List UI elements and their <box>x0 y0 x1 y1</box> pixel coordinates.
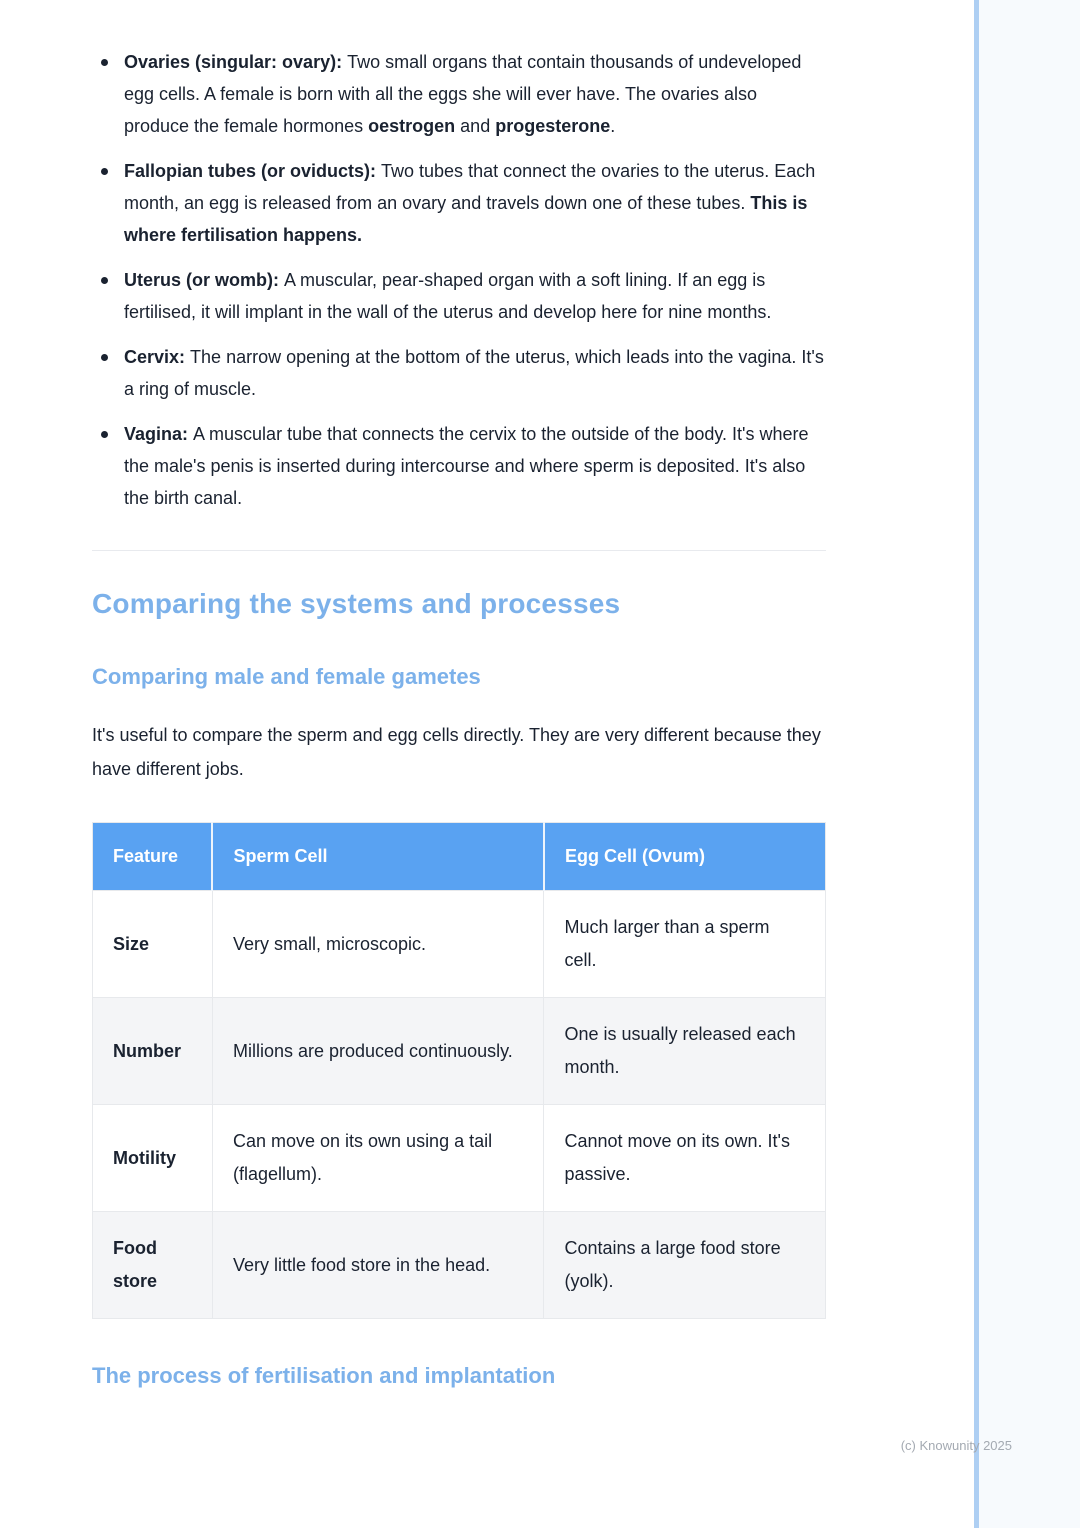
term-text: Two tubes that connect the ovaries to the uterus. Each month, an egg is released from an ovary and travels down one of these tubes. <box>124 161 816 213</box>
term-text: The narrow opening at the bottom of the uterus, which leads into the vagina. It's a ring of muscle. <box>124 347 824 399</box>
column-header-feature: Feature <box>93 823 213 891</box>
term-text: . <box>610 116 616 136</box>
cell-egg: Contains a large food store (yolk). <box>544 1212 826 1319</box>
page-edge-panel <box>979 0 1080 1528</box>
term-item-vagina <box>92 418 826 514</box>
term-text: A muscular tube that connects the cervix to the outside of the body. It's where the male's penis is inserted during intercourse and where sperm is deposited. It's also the birth canal. <box>124 424 809 508</box>
cell-feature: Food store <box>93 1212 213 1319</box>
column-header-sperm-cell: Sperm Cell <box>212 823 543 891</box>
bullet-dot <box>101 59 108 66</box>
term-item-cervix <box>92 341 826 405</box>
term-label: Vagina: <box>124 424 194 444</box>
section-divider <box>92 550 826 551</box>
bullet-dot <box>101 168 108 175</box>
term-bold-word: oestrogen <box>368 116 456 136</box>
cell-sperm: Millions are produced continuously. <box>212 998 543 1105</box>
cell-feature: Motility <box>93 1105 213 1212</box>
table-header-row <box>93 823 826 891</box>
term-item-ovaries <box>92 46 826 142</box>
term-label: Fallopian tubes (or oviducts): <box>124 161 382 181</box>
cell-feature: Size <box>93 891 213 998</box>
term-text: Two small organs that contain thousands of undeveloped egg cells. A female is born with all the eggs she will ever have. The ovaries also produce the female hormones <box>124 52 802 136</box>
bullet-dot <box>101 354 108 361</box>
cell-egg: Much larger than a sperm cell. <box>544 891 826 998</box>
table-row-food-store <box>93 1212 826 1319</box>
table-row-motility <box>93 1105 826 1212</box>
section-heading-comparing-systems: Comparing the systems and processes <box>92 588 621 619</box>
bullet-dot <box>101 431 108 438</box>
page-edge-line <box>974 0 979 1528</box>
cell-sperm: Can move on its own using a tail (flagellum). <box>212 1105 543 1212</box>
gamete-comparison-table <box>92 822 826 1319</box>
subheading-fertilisation-process: The process of fertilisation and implantation <box>92 1363 556 1388</box>
term-item-uterus <box>92 264 826 328</box>
gametes-intro-paragraph: It's useful to compare the sperm and egg cells directly. They are very different because they have different jobs. <box>92 725 821 779</box>
term-bold-sentence: This is where fertilisation happens. <box>124 193 808 245</box>
term-text: A muscular, pear-shaped organ with a soft lining. If an egg is fertilised, it will implant in the wall of the uterus and develop here for nine months. <box>124 270 772 322</box>
term-label: Cervix: <box>124 347 191 367</box>
cell-egg: One is usually released each month. <box>544 998 826 1105</box>
subheading-comparing-gametes: Comparing male and female gametes <box>92 664 481 689</box>
table-row-size <box>93 891 826 998</box>
copyright-notice: (c) Knowunity 2025 <box>900 1438 1012 1453</box>
term-bold-word: progesterone <box>495 116 611 136</box>
term-label: Uterus (or womb): <box>124 270 284 290</box>
term-item-fallopian-tubes <box>92 155 826 251</box>
female-anatomy-term-list <box>92 46 826 514</box>
bullet-dot <box>101 277 108 284</box>
term-text: and <box>455 116 496 136</box>
cell-feature: Number <box>93 998 213 1105</box>
page-content <box>92 46 826 1389</box>
term-label: Ovaries (singular: ovary): <box>124 52 348 72</box>
column-header-egg-cell: Egg Cell (Ovum) <box>544 823 826 891</box>
cell-egg: Cannot move on its own. It's passive. <box>544 1105 826 1212</box>
cell-sperm: Very small, microscopic. <box>212 891 543 998</box>
table-row-number <box>93 998 826 1105</box>
cell-sperm: Very little food store in the head. <box>212 1212 543 1319</box>
